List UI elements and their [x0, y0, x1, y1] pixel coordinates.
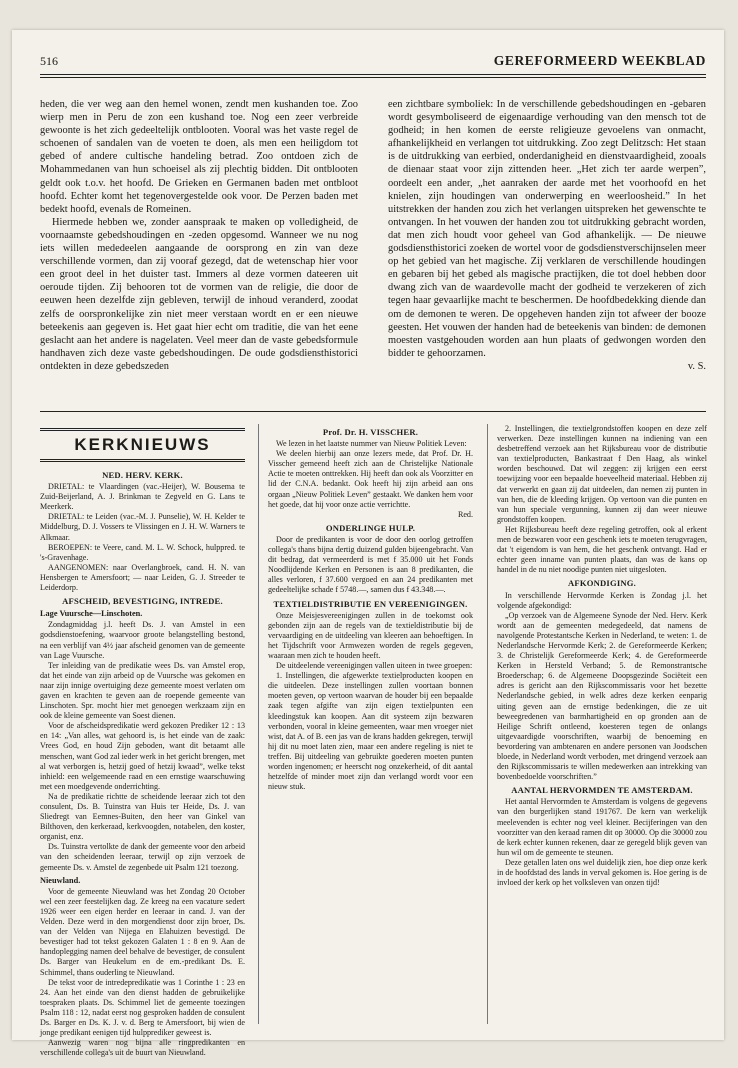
news-paragraph: Het aantal Hervormden te Amsterdam is volgens de gegevens van den burgerlijken stand 191767. De kern van werkelijk meelevenden is echter nog veel kleiner. Becijferingen van den voorzitter van den keraad ramen dit op 30000. Op die 30000 zou de kerk echter kunnen rekenen, daar ze geregeld blijk geven van hun wil om de gemeente te steunen.	[497, 797, 707, 857]
header-rule	[40, 74, 706, 75]
news-paragraph: In verschillende Hervormde Kerken is Zondag j.l. het volgende afgekondigd:	[497, 590, 707, 610]
article-paragraph: Hiermede hebben we, zonder aanspraak te maken op volledigheid, de voornaamste gebedshoudingen en -zeden opgesomd. Wanneer we nu nog iets willen mededeelen aangaande de oorsprong en zin van deze verschillende vormen, dan zij vooraf gezegd, dat de wetenschap hier voor een groot deel in het duister tast. Immers al deze vormen dateeren uit oeroude tijden. Zij behooren tot de vormen van de religie, die door de eeuwen heen dezelfde zijn gebleven, terwijl de inhoud veranderd, zoodat zelfs de oorspronkelijke zin niet meer verstaan wordt en er een nieuwe beteekenis aan gegeven is. Het gaat hier echt om traditie, die van het eene geslacht aan het andere is nagelaten. Veel meer dan de vaste gebedsformule handhaven zich deze vaste gebedshoudingen. De oude godsdiensthistorici ontdekten in deze gebedszeden	[40, 216, 358, 372]
news-paragraph: 2. Instellingen, die textielgrondstoffen koopen en deze zelf verwerken. Deze instellingen kunnen na indiening van een desbetreffend verzoek aan het Rijksbureau voor de distributie van textielproducten, Bankastraat f Den Haag, als winkel worden beschouwd. Dat wil zeggen: zij krijgen een eerst toewijzing voor een bepaalde hoeveelheid materiaal. Hebben zij dat verwerkt en gaan zij dat uitdeelen, dan nemen zij punten in van hen, die de kleeding krijgen. Op vertoon van die punten en van hun speciale vergunning, kunnen zij dan weer nieuwe grondstoffen koopen.	[497, 424, 707, 524]
header-rule-thin	[40, 77, 706, 78]
news-paragraph: Deze getallen laten ons wel duidelijk zien, hoe diep onze kerk in de hoofdstad des lands in verval gekomen is. Hoe gering is de invloed der kerk op het volksleven van onzen tijd!	[497, 857, 707, 888]
news-paragraph: De tekst voor de intredepredikatie was 1 Corinthe 1 : 23 en 24. Aan het einde van den dienst hadden de gebruikelijke toespraken plaats. Ds. Schimmel liet de gemeente toezingen Psalm 118 : 12, nadat eerst nog gesproken hadden de consulent Ds. Barger en Ds. K. J. v. d. Berg te Amersfoort, bij wien de jonge predikant eenigen tijd hulpprediker geweest is.	[40, 977, 245, 1038]
article-column-left	[40, 98, 358, 373]
page-number: 516	[40, 54, 58, 68]
article-signature: v. S.	[687, 360, 706, 372]
news-paragraph: BEROEPEN: te Veere, cand. M. L. W. Schock, hulppred. te 's-Gravenhage.	[40, 542, 245, 562]
news-paragraph: De uitdeelende vereenigingen vallen uiteen in twee groepen:	[276, 661, 473, 671]
news-paragraph: AANGENOMEN: naar Overlangbroek, cand. H. N. van Hensbergen te Amersfoort; — naar Leiden, G. J. Streeder te Leiderdorp.	[40, 562, 245, 593]
editor-signature: Red.	[457, 509, 473, 519]
heading-aantal-hervormden: AANTAL HERVORMDEN TE AMSTERDAM.	[511, 785, 693, 796]
heading-ned-herv-kerk: NED. HERV. KERK.	[102, 470, 183, 480]
news-paragraph: Het Rijksbureau heeft deze regeling getroffen, ook al erkent men de bezwaren voor een geschenk iets te moeten terugvragen, dat 't eigendom is van hem, die het geschenk ontvangt. Had er echter geen inname van punten plaats, dan was de kans op handel in de nu niet noodige punten niet uitgesloten.	[497, 524, 707, 575]
news-column-3	[497, 424, 707, 888]
news-paragraph: We lezen in het laatste nummer van Nieuw Politiek Leven:	[276, 439, 467, 449]
section-rule	[40, 411, 706, 412]
news-paragraph: Ds. Tuinstra vertolkte de dank der gemeente voor den arbeid van den scheidenden leeraar, terwijl op zijn verzoek de gemeente Ds. v. Amstel de zegenbede uit Psalm 121 toezong.	[40, 842, 245, 872]
article-column-right	[388, 98, 706, 373]
news-paragraph: „Op verzoek van de Algemeene Synode der Ned. Herv. Kerk wordt aan de gemeenten medegedeeld, dat namens de navolgende Protestantsche Kerken in Nederland, te weten: 1. de Nederlandsche Hervormde Kerk; 2. de Gereformeerde Kerken; 3. de Christelijk Gereformeerde Kerk; 4. de Gereformeerde Kerken in Hersteld Verband; 5. de Remonstrantsche Broederschap; 6. de Algemeene Doopsgezinde Sociëteit een adres is gericht aan den Rijkscommissaris voor het bezette Nederlandsche gebied, in welk adres deze kerken eenparig uiting geven aan de ernstige bedenkingen, die ze uit beweegredenen van barmhartigheid en op gronden aan de Heilige Schrift ontleend, koesteren tegen de onlangs uitgevaardigde voorschriften, waarbij de benoeming en bevordering van ambtenaren en andere personen van Joodschen bloede, in Nederland wordt verboden, met dringend verzoek aan den Rijkscommissaris te willen medewerken aan intrekking van bovenbedoelde voorschriften.”	[497, 610, 707, 782]
news-paragraph: Ter inleiding van de predikatie wees Ds. van Amstel erop, dat het einde van zijn arbeid op de Vuursche was gekomen en naar zijn innige overtuiging deze gemeente moest verlaten om gaven en krachten te geven aan de roepende gemeente van Linschoten. Spr. mocht hier met genoegen werkzaam zijn en ook de kleine gemeente van Soest dienen.	[40, 660, 245, 721]
subheading-nieuwland: Nieuwland.	[40, 875, 81, 885]
news-paragraph: Onze Meisjesvereenigingen zullen in de toekomst ook gebonden zijn aan de regels van de textieldistributie bij de vervaardiging en de uitdeeling van kleeren aan behoeftigen. In het Tijdschrift voor Armwezen worden de regels gegeven, waaraan men zich te houden heeft.	[268, 610, 473, 660]
news-paragraph: Na de predikatie richtte de scheidende leeraar zich tot den consulent, Ds. B. Tuinstra van Huis ter Heide, Ds. J. van Sliedregt van Eemnes-Buiten, den heer van Ginkel van Bilthoven, den kerkeraad, kerkvoogden, notabelen, den koster, organist, enz.	[40, 791, 245, 842]
kerknieuws-banner: KERKNIEUWS	[40, 428, 245, 462]
news-paragraph: Aanwezig waren nog bijna alle ringpredikanten en verschillende collega's uit de buurt van Nieuwland.	[40, 1038, 245, 1058]
heading-visscher: Prof. Dr. H. VISSCHER.	[322, 427, 419, 437]
news-column-1	[40, 424, 245, 1058]
heading-afscheid: AFSCHEID, BEVESTIGING, INTREDE.	[62, 596, 223, 607]
news-paragraph: DRIETAL: te Leiden (vac.-M. J. Punselie), W. H. Kelder te Middelburg, D. J. Vossers te Vlissingen en J. H. W. Warners te Alkmaar.	[40, 512, 245, 542]
news-paragraph: Voor de gemeente Nieuwland was het Zondag 20 October wel een zeer feestelijken dag. Ze kreeg na een vacature sedert 1926 weer een eigen herder en leeraar in cand. J. van der Velden. Deze werd in den morgendienst door zijn broer, Ds. van der Velden van Nijega en Elahuizen bevestigd. De bevestiger had tot tekst gekozen Galaten 1 : 8 en 9. Aan de handoplegging namen deel behalve de bevestiger, de consulent Ds. Barger van Heukelum en de em.-predikant Ds. E. Schimmel, thans ouderling te Nieuwland.	[40, 886, 245, 977]
column-divider	[487, 424, 488, 1024]
article-continuation	[40, 98, 706, 398]
news-paragraph: Voor de afscheidspredikatie werd gekozen Prediker 12 : 13 en 14: „Van alles, wat gehoord is, is het einde van de zaak: Vrees God, en houd Zijn geboden, want dit betaamt alle menschen, want God zal ieder werk in het gericht brengen, met al wat verborgen is, hetzij goed of hetzij kwaad”, welke tekst inhield: een welgemeende raad en een ernstige waarschuwing met een moedgevende onderrichting.	[40, 721, 245, 791]
news-column-2	[268, 424, 473, 792]
column-divider	[258, 424, 259, 1024]
heading-afkondiging: AFKONDIGING.	[567, 578, 637, 589]
article-paragraph: heden, die ver weg aan den hemel wonen, zendt men kushanden toe. Zoo wierp men in Peru de zon een kushand toe. Nog een zeer verbreide gewoonte is het zich gedeeltelijk ontblooten. Vooral was het vaste regel de schoenen of sandalen van de voeten te doen, als men een heiligdom tot gebed of andere cultische handeling betrad. Zoo ontdoen zich de Mohammedanen van hun schoeisel als zij plechtig bidden. Dit ontblooten geldt ook t.o.v. het hoofd. De Grieken en Germanen baden met ontbloot hoofd. Echter komt het tegenovergestelde ook voor. De Perzen baden met bedekt hoofd, evenals de Romeinen.	[40, 99, 358, 215]
page-header	[40, 52, 706, 74]
news-paragraph: DRIETAL: te Vlaardingen (vac.-Heijer), W. Bousema te Zuid-Beijerland, A. J. Brinkman te Zegveld en G. Lans te Meerkerk.	[40, 482, 245, 512]
subheading-lage-vuursche: Lage Vuursche—Linschoten.	[40, 609, 143, 619]
news-paragraph: Door de predikanten is voor de door den oorlog getroffen collega's thans bijna dertig duizend gulden bijeengebracht. Van dit bedrag, dat vermeerderd is met f 35.000 uit het Fonds Noodlijdende Kerken en Personen is aan 8 predikanten, die alles verloren, f 37.600 vergoed en aan 24 predikanten met gedeeltelijke schade f 5748.—, samen dus f 43.348.—.	[268, 534, 473, 595]
article-paragraph: een zichtbare symboliek: In de verschillende gebedshoudingen en -gebaren wordt gesymboliseerd de eigenaardige verhouding van den mensch tot de godheid; in hen komen de eerste religieuze gevoelens van onmacht, afhankelijkheid en verlangen tot uitdrukking. Zoo zegt Delitzsch: Het staan is de uitdrukking van eerbied, onderdanigheid en dienstvaardigheid, zooals de dienaar staat voor zijn zittenden heer. „Het zich ter aarde werpen”, oordeelt een ander, „het aanraken der aarde met het voorhoofd en het knielen, zijn houdingen van onderwerping en weerloosheid.” In het uitstrekken der handen zou zich het verlangen uitspreken het gewenschte te ontvangen. In het vouwen der handen zou tot uitdrukking gebracht worden, dat men zich houdt voor geheel van God afhankelijk. — De nieuwe godsdiensthistorici zoeken de wortel voor de godsdienstverschijnselen meer op het gebied van het magische. Zij verklaren de verschillende houdingen en gebaren bij het gebed als magische practijken, die tot doel hebben door dwang zich van de waardevolle macht der godheid te verzekeren of zich tegen haar gevaarlijke macht te beschermen. De hoofdbedekking diende dan om de demonen te weren. De opgeheven handen zijn tot afweer der booze geesten. Het vouwen der handen had de beteekenis van binden: de demonen moesten vastgehouden worden aan hun plaats of gedwongen worden den bidder te gehoorzamen.	[388, 99, 706, 359]
kerknieuws-section	[40, 424, 707, 1058]
heading-onderlinge-hulp: ONDERLINGE HULP.	[325, 522, 416, 533]
heading-textieldistributie: TEXTIELDISTRIBUTIE EN VEREENIGINGEN.	[273, 598, 468, 609]
news-paragraph: We deelen hierbij aan onze lezers mede, dat Prof. Dr. H. Visscher gemeend heeft zich aan de Christelijke Nationale Actie te moeten onttrekken. Hij heeft dan ook als Voorzitter en lid der C.N.A. bedankt. Ook heeft hij zijn arbeid aan ons orgaan „Nieuw Politiek Leven” gestaakt. We danken hem voor het goede, dat hij voor onze actie verrichtte.	[268, 449, 473, 509]
publication-title: GEREFORMEERD WEEKBLAD	[493, 53, 706, 68]
newspaper-page	[12, 30, 724, 1058]
news-paragraph: Zondagmiddag j.l. heeft Ds. J. van Amstel in een godsdienstoefening, waarvoor groote belangstelling bestond, na een verblijf van 4½ jaar afscheid genomen van de gemeente van Lage Vuursche.	[40, 620, 245, 660]
news-paragraph: 1. Instellingen, die afgewerkte textielproducten koopen en die uitdeelen. Deze instellingen zullen voortaan bonnen moeten geven, op vertoon waarvan de houder bij een bepaalde zaak tegen afgifte van zijn eigen textielpunten een kleedingstuk kan koopen. Aan dit systeem zijn bezwaren verbonden, vooral in kleine gemeenten, waar men vroeger niet wist, dat A. of B. een jas van de krans hadden gekregen, terwijl hij dit nu moet laten zien, maar een andere regeling is niet te treffen. Bij uitdeeling van gebruikte goederen moeten punten worden ingenomen; er heerscht nog onzekerheid, of dit aantal hetzelfde of minder moet zijn dan verlangd wordt voor een nieuw stuk.	[268, 671, 473, 792]
